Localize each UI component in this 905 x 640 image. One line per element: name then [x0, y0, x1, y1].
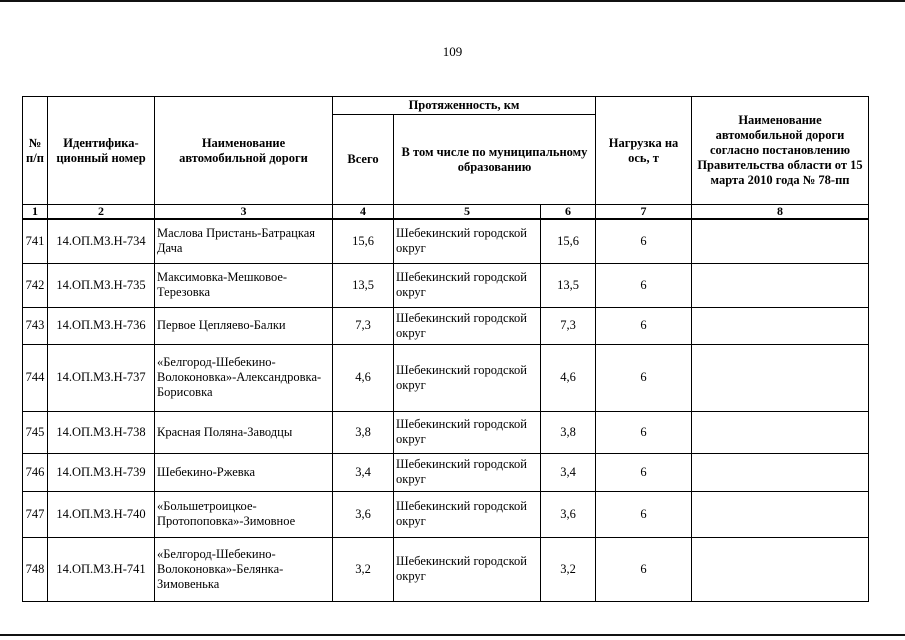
municipal-length: 3,6 — [541, 491, 596, 537]
column-number: 1 — [23, 205, 48, 220]
table-row — [23, 263, 869, 307]
municipal-length: 4,6 — [541, 344, 596, 411]
municipality-name: Шебекинский городской округ — [394, 537, 541, 601]
header-road-name: Наименование автомобильной дороги — [155, 97, 333, 205]
road-name: «Белгород-Шебекино-Волоконовка»-Белянка-Зимовенька — [155, 537, 333, 601]
header-length-group: Протяженность, км — [333, 97, 596, 115]
road-id: 14.ОП.МЗ.Н-738 — [48, 411, 155, 453]
axle-load: 6 — [596, 453, 692, 491]
decree-road-name — [692, 344, 869, 411]
decree-road-name — [692, 263, 869, 307]
row-number: 742 — [23, 263, 48, 307]
road-id: 14.ОП.МЗ.Н-737 — [48, 344, 155, 411]
column-number-row — [23, 205, 869, 220]
row-number: 746 — [23, 453, 48, 491]
row-number: 741 — [23, 219, 48, 263]
road-name: Максимовка-Мешковое-Терезовка — [155, 263, 333, 307]
axle-load: 6 — [596, 491, 692, 537]
road-name: Маслова Пристань-Батрацкая Дача — [155, 219, 333, 263]
axle-load: 6 — [596, 344, 692, 411]
page-number: 109 — [442, 44, 463, 59]
row-number: 743 — [23, 307, 48, 344]
road-name: Красная Поляна-Заводцы — [155, 411, 333, 453]
axle-load: 6 — [596, 263, 692, 307]
municipality-name: Шебекинский городской округ — [394, 453, 541, 491]
column-number: 3 — [155, 205, 333, 220]
column-number: 6 — [541, 205, 596, 220]
table-body — [23, 219, 869, 601]
municipality-name: Шебекинский городской округ — [394, 307, 541, 344]
length-total: 15,6 — [333, 219, 394, 263]
row-number: 747 — [23, 491, 48, 537]
municipality-name: Шебекинский городской округ — [394, 491, 541, 537]
municipal-length: 15,6 — [541, 219, 596, 263]
column-number: 5 — [394, 205, 541, 220]
header-decree-name: Наименование автомобильной дороги согласно постановлению Правительства области от 15 марта 2010 года № 78-пп — [692, 97, 869, 205]
table-row — [23, 491, 869, 537]
municipal-length: 3,4 — [541, 453, 596, 491]
length-total: 3,4 — [333, 453, 394, 491]
row-number: 744 — [23, 344, 48, 411]
table-row — [23, 219, 869, 263]
municipal-length: 7,3 — [541, 307, 596, 344]
municipality-name: Шебекинский городской округ — [394, 219, 541, 263]
decree-road-name — [692, 307, 869, 344]
column-number: 8 — [692, 205, 869, 220]
length-total: 3,6 — [333, 491, 394, 537]
road-id: 14.ОП.МЗ.Н-735 — [48, 263, 155, 307]
length-total: 4,6 — [333, 344, 394, 411]
axle-load: 6 — [596, 537, 692, 601]
scan-edge-top — [0, 0, 905, 2]
municipality-name: Шебекинский городской округ — [394, 263, 541, 307]
scan-edge-bottom — [0, 634, 905, 636]
municipality-name: Шебекинский городской округ — [394, 344, 541, 411]
road-name: Первое Цепляево-Балки — [155, 307, 333, 344]
header-total: Всего — [333, 115, 394, 205]
header-id: Идентифика-ционный номер — [48, 97, 155, 205]
road-id: 14.ОП.МЗ.Н-734 — [48, 219, 155, 263]
table-row — [23, 344, 869, 411]
road-id: 14.ОП.МЗ.Н-740 — [48, 491, 155, 537]
length-total: 13,5 — [333, 263, 394, 307]
decree-road-name — [692, 411, 869, 453]
road-name: «Большетроицкое-Протопоповка»-Зимовное — [155, 491, 333, 537]
table-row — [23, 307, 869, 344]
column-number: 2 — [48, 205, 155, 220]
municipal-length: 3,2 — [541, 537, 596, 601]
header-number: № п/п — [23, 97, 48, 205]
municipal-length: 3,8 — [541, 411, 596, 453]
road-id: 14.ОП.МЗ.Н-741 — [48, 537, 155, 601]
road-id: 14.ОП.МЗ.Н-739 — [48, 453, 155, 491]
decree-road-name — [692, 453, 869, 491]
road-name: «Белгород-Шебекино-Волоконовка»-Александровка-Борисовка — [155, 344, 333, 411]
length-total: 3,8 — [333, 411, 394, 453]
road-name: Шебекино-Ржевка — [155, 453, 333, 491]
length-total: 7,3 — [333, 307, 394, 344]
municipal-length: 13,5 — [541, 263, 596, 307]
table-row — [23, 411, 869, 453]
road-id: 14.ОП.МЗ.Н-736 — [48, 307, 155, 344]
table-header — [23, 97, 869, 220]
row-number: 748 — [23, 537, 48, 601]
decree-road-name — [692, 537, 869, 601]
municipality-name: Шебекинский городской округ — [394, 411, 541, 453]
axle-load: 6 — [596, 307, 692, 344]
table-row — [23, 453, 869, 491]
table-row — [23, 537, 869, 601]
decree-road-name — [692, 491, 869, 537]
axle-load: 6 — [596, 219, 692, 263]
road-table — [22, 96, 869, 602]
column-number: 7 — [596, 205, 692, 220]
axle-load: 6 — [596, 411, 692, 453]
length-total: 3,2 — [333, 537, 394, 601]
column-number: 4 — [333, 205, 394, 220]
header-municipal-group: В том числе по муниципальному образованию — [394, 115, 596, 205]
header-axle-load: Нагрузка на ось, т — [596, 97, 692, 205]
row-number: 745 — [23, 411, 48, 453]
decree-road-name — [692, 219, 869, 263]
